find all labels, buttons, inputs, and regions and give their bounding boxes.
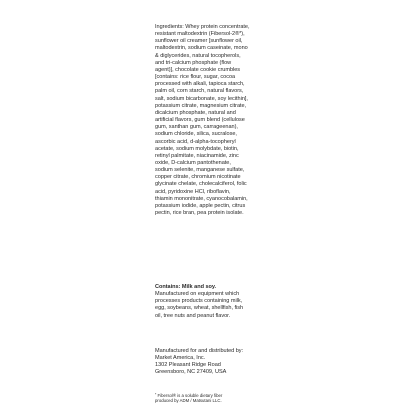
allergen-line: Manufactured on equipment which [155,291,240,298]
ingredients-line: acetate, sodium molybdate, biotin, [155,145,239,152]
allergen-line: processes products containing milk, [155,298,243,305]
footnote-marker: * [155,392,157,397]
manufacturer-line: Greensboro, NC 27409, USA [155,369,227,376]
ingredients-line: copper citrate, chromium nicotinate [155,174,241,181]
allergen-block [155,284,277,320]
footnote-line: produced by ADM / Matsutani LLC. [155,398,222,404]
ingredients-line: sodium chloride, silica, sucralose, [155,131,237,138]
ingredients-line: sunflower oil creamer [sunflower oil, [155,38,243,45]
fibersol-footnote [155,393,277,404]
ingredients-line: & diglycerides, natural tocopherols, [155,52,241,59]
ingredients-line: dicalcium phosphate, natural and [155,109,236,116]
ingredients-line: and tri-calcium phosphate (flow [155,59,232,66]
ingredients-line: ascorbic acid, d-alpha-tocopheryl [155,138,236,145]
allergen-line: oil, tree nuts and peanut flavor. [155,312,231,319]
ingredients-line: potassium citrate, magnesium citrate, [155,102,247,109]
ingredients-list [155,24,277,217]
ingredients-line: maltodextrin, sodium caseinate, mono [155,45,248,52]
footnote-text: Fibersol® is a soluble dietary fiber [157,393,223,398]
ingredients-line: pectin, rice bran, pea protein isolate. [155,210,244,217]
manufacturer-line: Market America, Inc. [155,355,206,362]
ingredients-line: acid, pyridoxine HCl, riboflavin, [155,188,231,195]
manufacturer-line: 1302 Pleasant Ridge Road [155,362,221,369]
ingredients-line: sodium selenite, manganese sulfate, [155,167,245,174]
ingredients-line: potassium iodide, apple pectin, citrus [155,202,246,209]
ingredients-line: processed with alkali, tapioca starch, [155,81,245,88]
ingredients-line: retinyl palmitate, niacinamide, zinc [155,152,239,159]
ingredients-line: artificial flavors, gum blend (cellulose [155,117,245,124]
contains-heading: Contains: Milk and soy. [155,284,217,290]
ingredients-line: palm oil, corn starch, natural flavors, [155,88,244,95]
ingredients-line: resistant maltodextrin (Fibersol-2®*), [155,31,245,38]
ingredients-line: [contains: rice flour, sugar, cocoa [155,74,236,81]
ingredients-line: gum, xanthan gum, carrageenan), [155,124,238,131]
ingredients-line: oxide, D-calcium pantothenate, [155,159,231,166]
allergen-line: egg, soybeans, wheat, shellfish, fish [155,305,244,312]
ingredients-line: salt, sodium bicarbonate, soy lecithin], [155,95,248,102]
ingredients-line: agent)], chocolate cookie crumbles [155,66,241,73]
ingredients-line: Ingredients: Whey protein concentrate, [155,24,250,30]
ingredients-line: thiamin mononitrate, cyanocobalamin, [155,195,248,202]
manufacturer-line: Manufactured for and distributed by: [155,348,244,354]
ingredients-line: glycinate chelate, cholecalciferol, folic [155,181,247,188]
manufacturer-block [155,348,277,377]
